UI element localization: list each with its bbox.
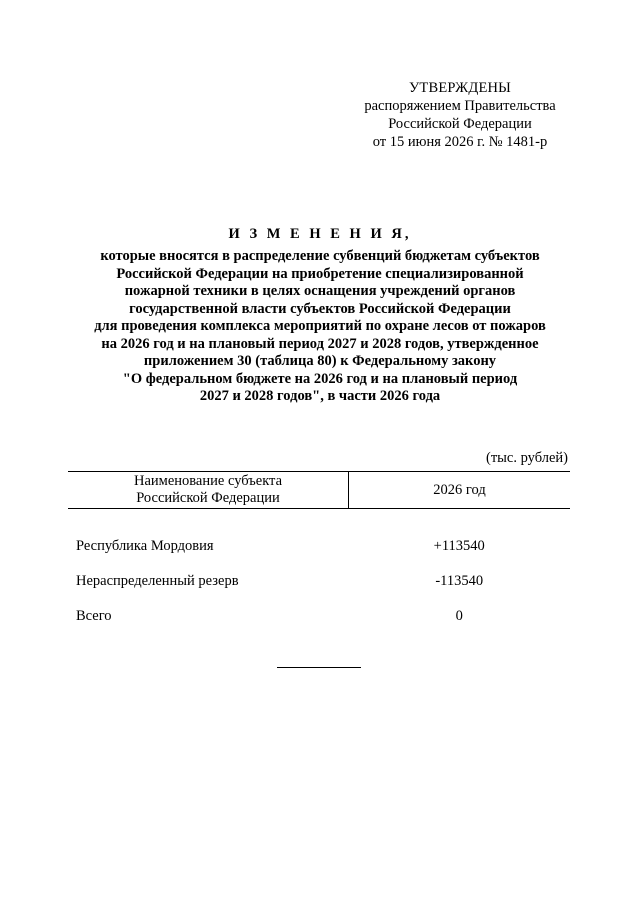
column-header-line: Наименование субъекта <box>133 473 283 489</box>
table-header-row <box>68 472 570 509</box>
subtitle-line: 2027 и 2028 годов", в части 2026 года <box>199 388 441 404</box>
table-row <box>68 564 570 599</box>
column-header-year: 2026 год <box>349 472 571 509</box>
approval-line: от 15 июня 2026 г. № 1481-р <box>372 134 548 150</box>
subtitle-line: пожарной техники в целях оснащения учреждений органов <box>124 283 516 299</box>
subtitle-line: на 2026 год и на плановый период 2027 и 2028 годов, утвержденное <box>101 335 539 352</box>
region-value: 0 <box>455 608 463 624</box>
region-name: Всего <box>76 608 112 624</box>
region-value: -113540 <box>435 573 484 589</box>
subtitle-line: которые вносятся в распределение субвенций бюджетам субъектов <box>100 248 540 264</box>
region-name: Республика Мордовия <box>76 538 214 554</box>
subtitle-line: "О федеральном бюджете на 2026 год и на плановый период <box>122 370 518 387</box>
table-row <box>68 509 570 565</box>
approval-stamp <box>340 79 580 151</box>
document-title: И З М Е Н Е Н И Я, <box>228 226 412 242</box>
region-name: Нераспределенный резерв <box>76 573 239 589</box>
subtitle-line: для проведения комплекса мероприятий по охране лесов от пожаров <box>94 318 546 334</box>
subtitle-line: Российской Федерации на приобретение специализированной <box>116 265 524 282</box>
subtitle-line: приложением 30 (таблица 80) к Федеральному закону <box>143 353 497 369</box>
subvention-table <box>68 471 570 634</box>
units-note: (тыс. рублей) <box>486 450 568 466</box>
region-value: +113540 <box>433 538 485 554</box>
column-header-region <box>68 472 349 509</box>
end-divider <box>277 667 361 668</box>
approval-line: Российской Федерации <box>388 116 532 132</box>
approval-line: распоряжением Правительства <box>364 98 556 114</box>
column-header-line: Российской Федерации <box>136 490 280 506</box>
approval-heading: УТВЕРЖДЕНЫ <box>408 80 512 96</box>
document-subtitle <box>60 248 580 406</box>
subtitle-line: государственной власти субъектов Российской Федерации <box>129 300 511 317</box>
table-row <box>68 599 570 634</box>
